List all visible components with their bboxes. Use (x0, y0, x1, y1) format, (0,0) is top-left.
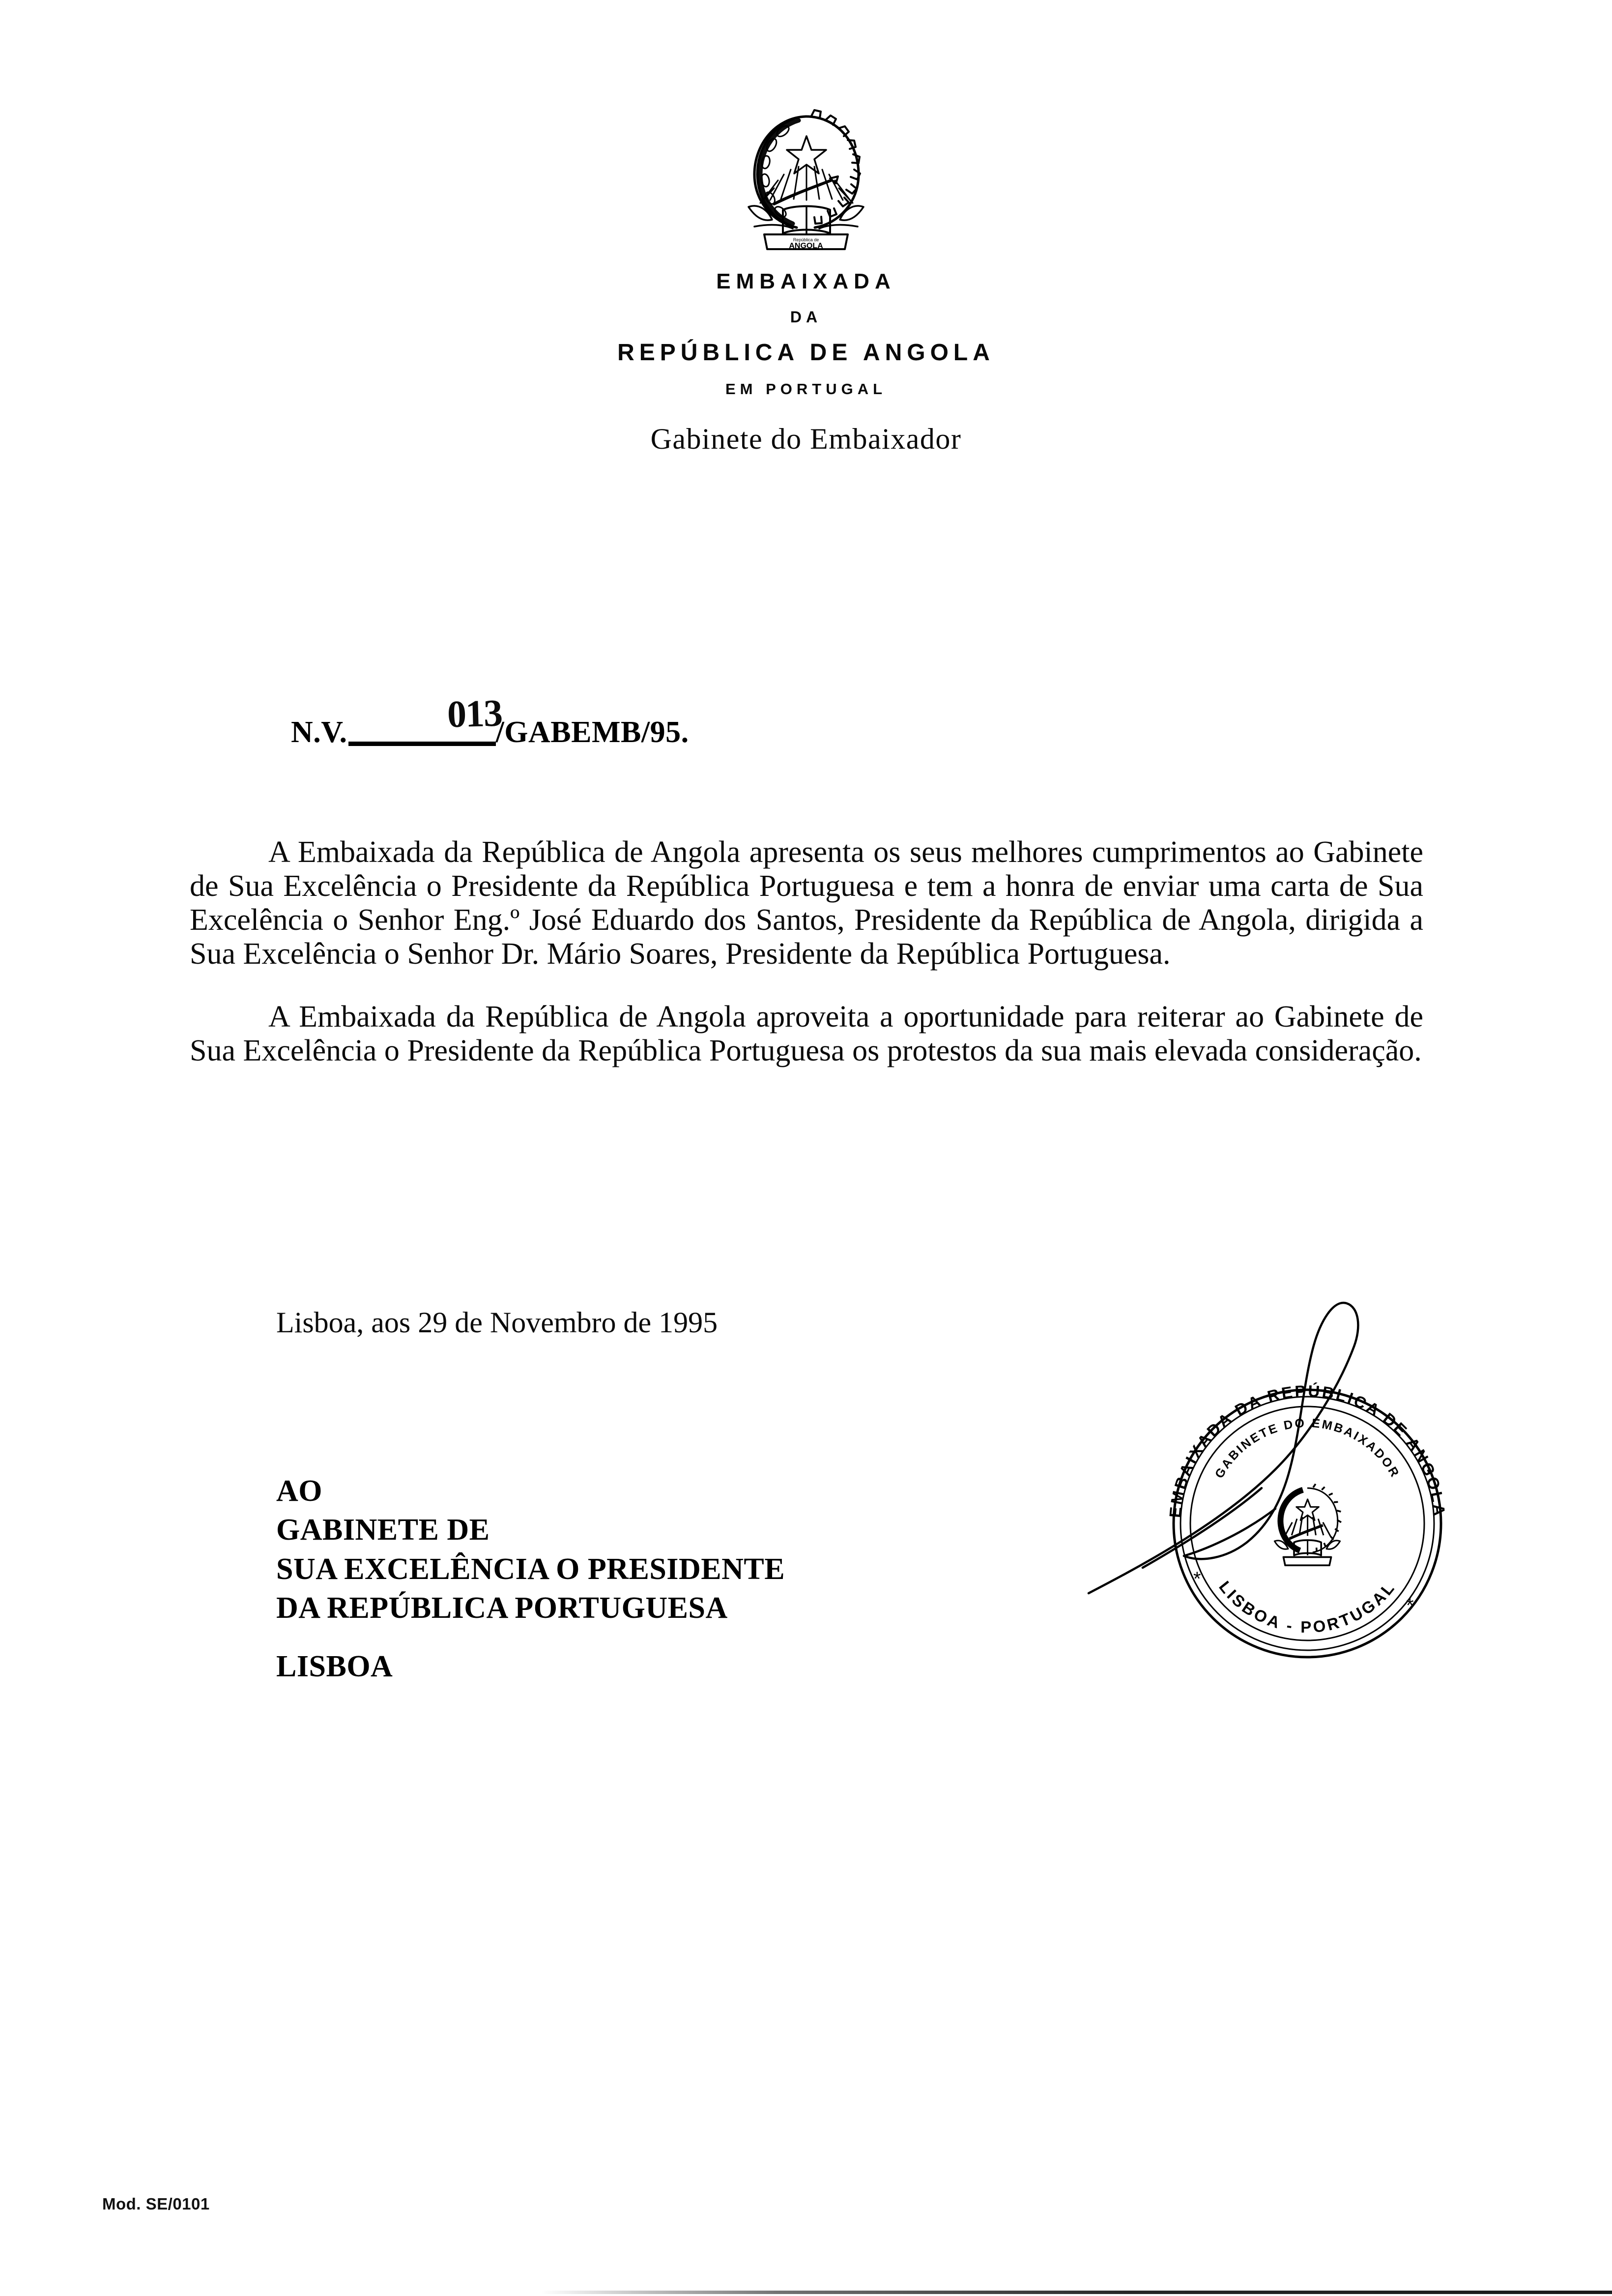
reference-stamped-number: 013 (446, 691, 503, 736)
svg-text:EMBAIXADA DA REPÚBLICA DE ANGO (1166, 1382, 1449, 1519)
addressee-block (276, 1472, 785, 1687)
reference-blank-rule (348, 742, 496, 746)
letterhead-line-da: DA (790, 308, 822, 326)
svg-text:GABINETE DO EMBAIXADOR (1212, 1416, 1403, 1481)
embassy-round-seal-icon (1079, 1292, 1570, 1774)
addressee-line-4: DA REPÚBLICA PORTUGUESA (276, 1591, 728, 1625)
svg-text:LISBOA - PORTUGAL (1215, 1578, 1399, 1636)
letterhead-office-line: Gabinete do Embaixador (650, 423, 962, 455)
body-paragraph-1: A Embaixada da República de Angola apresenta os seus melhores cumprimentos ao Gabinete de Sua Excelência o Presidente da República Portuguesa e tem a honra de enviar uma carta de Sua Excelência o Senhor Eng.º José Eduardo dos Santos, Presidente da República de Angola, dirigida a Sua Excelência o Senhor Dr. Mário Soares, Presidente da República Portuguesa. (190, 835, 1423, 971)
seal-outer-text: EMBAIXADA DA REPÚBLICA DE ANGOLA (1166, 1381, 1449, 1519)
body-paragraph-2: A Embaixada da República de Angola aproveita a oportunidade para reiterar ao Gabinete de Sua Excelência o Presidente da República Portuguesa os protestos da sua mais elevada consideração. (190, 1000, 1423, 1067)
seal-inner-text: GABINETE DO EMBAIXADOR (1212, 1416, 1403, 1481)
letterhead-line-republica-de-angola: REPÚBLICA DE ANGOLA (617, 340, 995, 366)
angola-coat-of-arms-icon (725, 106, 887, 253)
letterhead-line-em-portugal: EM PORTUGAL (725, 380, 887, 398)
reference-prefix: N.V. (291, 716, 347, 749)
addressee-line-2: GABINETE DE (276, 1513, 490, 1547)
svg-text:República de: República de (793, 237, 819, 242)
dateline: Lisboa, aos 29 de Novembro de 1995 (276, 1306, 718, 1339)
seal-center-emblem-icon (1274, 1484, 1341, 1566)
letterhead-line-embaixada: EMBAIXADA (716, 269, 896, 293)
addressee-line-1: AO (276, 1474, 322, 1508)
addressee-spacer (276, 1628, 785, 1647)
letter-body (190, 835, 1423, 1068)
seal-star-right: * (1406, 1595, 1414, 1616)
form-code: Mod. SE/0101 (102, 2195, 210, 2213)
seal-star-left: * (1193, 1568, 1201, 1590)
svg-text:ANGOLA: ANGOLA (789, 242, 823, 250)
seal-bottom-text: LISBOA - PORTUGAL (1215, 1578, 1399, 1636)
reference-suffix: /GABEMB/95. (495, 716, 689, 749)
scan-edge-artifact (541, 2291, 1612, 2294)
reference-line (291, 691, 689, 750)
handwritten-signature-flourish (1089, 1303, 1358, 1593)
addressee-line-3: SUA EXCELÊNCIA O PRESIDENTE (276, 1552, 785, 1586)
addressee-city: LISBOA (276, 1650, 393, 1684)
letterhead (0, 0, 1612, 456)
embassy-seal-and-signature (1079, 1292, 1570, 1774)
